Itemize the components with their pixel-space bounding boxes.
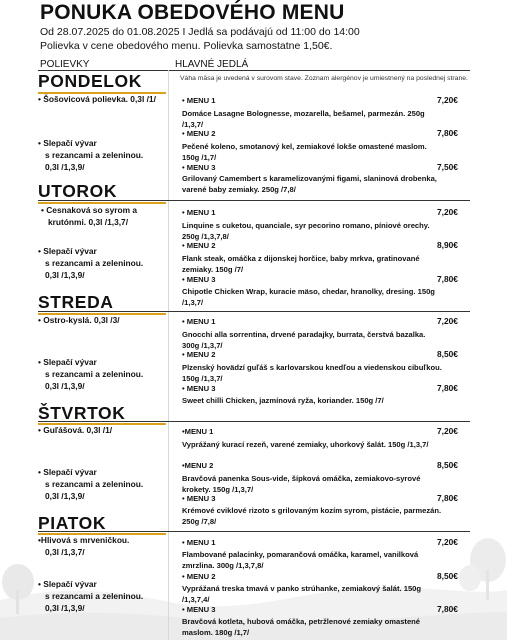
menu-price: 8,50€ xyxy=(437,349,458,359)
menu-description: Flank steak, omáčka z dijonskej horčice, baby mrkva, gratinované zemiaky. 150g /7/ xyxy=(182,254,420,274)
soup-price-note: Polievka v cene obedového menu. Polievka samostatne 1,50€. xyxy=(40,40,333,52)
menu-description: Gnocchi alla sorrentina, drvené paradajky, burrata, čerstvá bazalka. 300g /1,3,7/ xyxy=(182,330,426,350)
menu-description: Krémové cviklové rizoto s grilovaným kozím syrom, pistácie, parmezán. 250g /7,8/ xyxy=(182,506,442,526)
menu-price: 8,50€ xyxy=(437,571,458,581)
mains-column-heading: HLAVNÉ JEDLÁ xyxy=(175,59,249,70)
menu-price: 7,80€ xyxy=(437,604,458,614)
menu-description: Bravčová panenka Sous-vide, šípková omáčka, zemiakovo-syrové krokety. 150g /1,3,7/ xyxy=(182,474,421,494)
day-heading-monday: PONDELOK xyxy=(38,71,142,91)
menu-price: 7,80€ xyxy=(437,128,458,138)
menu-price: 7,80€ xyxy=(437,493,458,503)
menu-description: Domáce Lasagne Bolognesse, mozarella, bešamel, parmezán. 250g /1,3,7/ xyxy=(182,109,425,129)
menu-price: 7,50€ xyxy=(437,162,458,172)
dates-line: Od 28.07.2025 do 01.08.2025 I Jedlá sa podávajú od 11:00 do 14:00 xyxy=(40,26,360,38)
menu-description: Vyprážaný kurací rezeň, varené zemiaky, uhorkový šalát. 150g /1,3,7/ xyxy=(182,440,429,449)
menu-label: • MENU 2 xyxy=(182,241,216,250)
menu-description: Sweet chilli Chicken, jazmínová ryža, koriander. 150g /7/ xyxy=(182,396,384,405)
menu-label: •MENU 2 xyxy=(182,461,214,470)
menu-label: • MENU 2 xyxy=(182,350,216,359)
menu-label: • MENU 1 xyxy=(182,208,216,217)
menu-price: 7,20€ xyxy=(437,95,458,105)
day-heading-tuesday: UTOROK xyxy=(38,181,118,201)
soup-item: • Slepačí vývar s rezancami a zeleninou. 0,3l /1,3,9/ xyxy=(38,467,144,501)
menu-description: Linquine s cuketou, quanciale, syr pecorino romano, píniové orechy. 250g /1,3,7,8/ xyxy=(182,221,430,241)
menu-description: Chipotle Chicken Wrap, kuracie mäso, chedar, hranolky, dresing. 150g /1,3,7/ xyxy=(182,287,435,307)
soup-item: • Šošovicová polievka. 0,3l /1/ xyxy=(38,94,156,104)
menu-label: • MENU 3 xyxy=(182,275,216,284)
menu-price: 8,50€ xyxy=(437,460,458,470)
menu-description: Bravčová kotleta, hubová omáčka, petržlenové zemiaky omastené maslom. 180g /1,7/ xyxy=(182,617,421,637)
menu-label: • MENU 1 xyxy=(182,317,216,326)
menu-label: • MENU 1 xyxy=(182,96,216,105)
soup-item: • Slepačí vývar s rezancami a zeleninou. 0,3l /1,3,9/ xyxy=(38,357,144,391)
soup-item: • Ostro-kyslá. 0,3l /3/ xyxy=(38,315,120,325)
menu-label: • MENU 3 xyxy=(182,605,216,614)
menu-label: • MENU 3 xyxy=(182,494,216,503)
menu-price: 7,80€ xyxy=(437,383,458,393)
menu-price: 7,20€ xyxy=(437,537,458,547)
menu-label: • MENU 2 xyxy=(182,129,216,138)
day-heading-wednesday: STREDA xyxy=(38,292,114,312)
day-heading-thursday: ŠTVRTOK xyxy=(38,403,126,423)
menu-label: • MENU 3 xyxy=(182,163,216,172)
page-title: PONUKA OBEDOVÉHO MENU xyxy=(40,1,345,24)
column-separator xyxy=(168,70,169,640)
soup-item: • Slepačí vývar s rezancami a zeleninou. 0,3l /1,3,9/ xyxy=(38,138,144,172)
menu-label: • MENU 1 xyxy=(182,538,216,547)
menu-description: Flambované palacinky, pomarančová omáčka, karamel, vanilková zmrzlina. 300g /1,3,7,8/ xyxy=(182,550,419,570)
menu-price: 7,20€ xyxy=(437,426,458,436)
menu-label: • MENU 2 xyxy=(182,572,216,581)
menu-description: Grilovaný Camembert s karamelizovanými figami, slaninová drobenka, varené baby zemiaky. 250g /7,8/ xyxy=(182,174,437,194)
soups-column-heading: POLIEVKY xyxy=(40,59,90,70)
menu-price: 7,80€ xyxy=(437,274,458,284)
soup-item: • Cesnaková so syrom a krutónmi. 0,3l /1,3,7/ xyxy=(41,205,138,227)
menu-price: 7,20€ xyxy=(437,207,458,217)
menu-label: •MENU 1 xyxy=(182,427,214,436)
menu-price: 8,90€ xyxy=(437,240,458,250)
menu-price: 7,20€ xyxy=(437,316,458,326)
day-heading-friday: PIATOK xyxy=(38,513,107,533)
menu-description: Plzenský hovädzí guľáš s karlovarskou knedľou a viedenskou cibuľkou. 150g /1,3,7/ xyxy=(182,363,442,383)
allergen-note: Váha mäsa je uvedená v surovom stave. Zoznam alergénov je umiestnený na poslednej strane. xyxy=(180,75,468,82)
menu-label: • MENU 3 xyxy=(182,384,216,393)
soup-item: •Hlivová s mrveničkou. 0,3l /1,3,7/ xyxy=(38,535,130,557)
menu-description: Pečené koleno, smotanový kel, zemiakové lokše omastené maslom. 150g /1,7/ xyxy=(182,142,427,162)
soup-item: • Slepačí vývar s rezancami a zeleninou. 0,3l /1,3,9/ xyxy=(38,579,144,613)
soup-item: • Slepačí vývar s rezancami a zeleninou. 0,3l /1,3,9/ xyxy=(38,246,144,280)
menu-description: Vyprážaná treska tmavá v panko strúhanke, zemiakový šalát. 150g /1,3,7,4/ xyxy=(182,584,422,604)
soup-item: • Guľášová. 0,3l /1/ xyxy=(38,425,113,435)
